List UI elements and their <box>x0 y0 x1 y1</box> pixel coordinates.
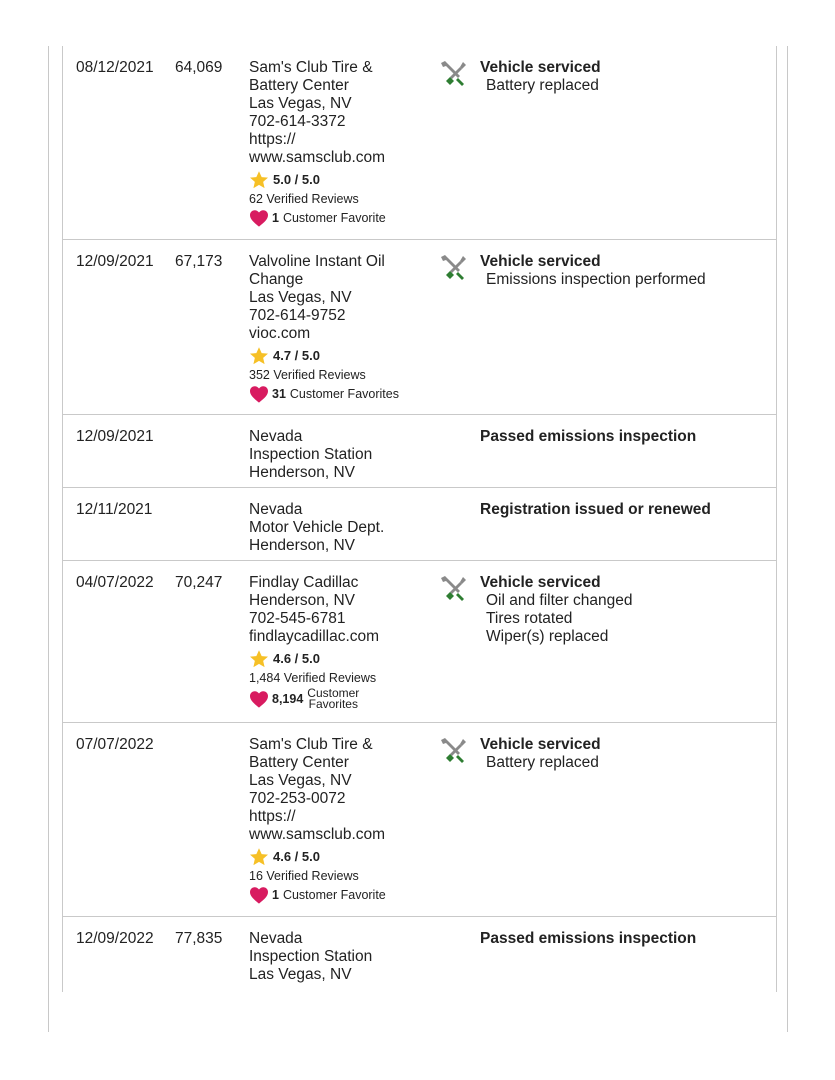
rating <box>249 347 449 365</box>
date-cell: 12/09/2022 <box>76 930 154 947</box>
favorites <box>249 886 449 904</box>
heart-icon <box>249 385 269 403</box>
date-cell: 08/12/2021 <box>76 59 154 76</box>
event-title: Vehicle serviced <box>480 574 601 591</box>
source-phone: 702-253-0072 <box>249 790 346 807</box>
source-website[interactable]: https:// <box>249 131 296 148</box>
source-website[interactable]: www.samsclub.com <box>249 826 386 843</box>
date-cell: 12/11/2021 <box>76 501 153 518</box>
source-name: Valvoline Instant Oil <box>249 253 385 270</box>
star-icon <box>249 847 269 867</box>
favorites-label-line: Favorites <box>308 697 358 711</box>
source-phone: 702-614-3372 <box>249 113 346 130</box>
source-website[interactable]: vioc.com <box>249 325 311 342</box>
event-title: Vehicle serviced <box>480 59 601 76</box>
rating-value: 4.7 / 5.0 <box>273 348 320 363</box>
source-location: Las Vegas, NV <box>249 966 352 983</box>
source-name: Battery Center <box>249 754 349 771</box>
favorites-count: 8,194 <box>272 692 304 706</box>
event-detail: Battery replaced <box>486 77 599 94</box>
reviews-count[interactable]: 16 Verified Reviews <box>249 869 359 883</box>
heart-icon <box>249 886 269 904</box>
odometer-cell: 64,069 <box>175 59 223 76</box>
favorites-label: Customer Favorites <box>289 387 399 401</box>
detail-cell <box>480 574 770 646</box>
event-detail: Tires rotated <box>486 610 573 627</box>
event-detail: Battery replaced <box>486 754 599 771</box>
source-location: Henderson, NV <box>249 537 355 554</box>
favorites-count: 1 <box>272 211 279 225</box>
wrench-screwdriver-icon <box>438 736 468 764</box>
odometer-cell: 77,835 <box>175 930 223 947</box>
date-cell: 12/09/2021 <box>76 253 154 270</box>
source-cell <box>249 428 449 482</box>
source-location: Las Vegas, NV <box>249 289 352 306</box>
source-cell <box>249 59 449 227</box>
source-name: Nevada <box>249 930 303 947</box>
heart-icon <box>249 209 269 227</box>
reviews-count[interactable]: 62 Verified Reviews <box>249 192 359 206</box>
source-name: Motor Vehicle Dept. <box>249 519 385 536</box>
source-name: Battery Center <box>249 77 349 94</box>
favorites-label <box>307 688 359 710</box>
event-title: Vehicle serviced <box>480 736 601 753</box>
favorites-count: 1 <box>272 888 279 902</box>
favorites <box>249 385 449 403</box>
favorites-label: Customer Favorite <box>282 888 386 902</box>
detail-cell <box>480 428 770 446</box>
odometer-cell: 70,247 <box>175 574 223 591</box>
event-title: Vehicle serviced <box>480 253 601 270</box>
table-row <box>63 561 776 723</box>
detail-cell <box>480 930 770 948</box>
event-detail: Oil and filter changed <box>486 592 633 609</box>
odometer-cell: 67,173 <box>175 253 223 270</box>
source-cell <box>249 930 449 984</box>
source-website[interactable]: www.samsclub.com <box>249 149 386 166</box>
source-location: Las Vegas, NV <box>249 772 352 789</box>
detail-cell <box>480 736 770 772</box>
source-website[interactable]: findlaycadillac.com <box>249 628 380 645</box>
favorites-label: Customer Favorite <box>282 211 386 225</box>
star-icon <box>249 346 269 366</box>
rating <box>249 848 449 866</box>
source-location: Las Vegas, NV <box>249 95 352 112</box>
source-name: Findlay Cadillac <box>249 574 359 591</box>
favorites <box>249 688 449 710</box>
source-name: Sam's Club Tire & <box>249 59 373 76</box>
wrench-screwdriver-icon <box>438 574 468 602</box>
date-cell: 07/07/2022 <box>76 736 154 753</box>
detail-cell <box>480 253 770 289</box>
event-detail: Wiper(s) replaced <box>486 628 609 645</box>
table-row <box>63 723 776 917</box>
source-name: Nevada <box>249 428 303 445</box>
event-title: Passed emissions inspection <box>480 930 697 947</box>
source-name: Inspection Station <box>249 446 373 463</box>
reviews-count[interactable]: 352 Verified Reviews <box>249 368 366 382</box>
source-cell <box>249 736 449 904</box>
favorites <box>249 209 449 227</box>
event-detail: Emissions inspection performed <box>486 271 706 288</box>
heart-icon <box>249 690 269 708</box>
star-icon <box>249 170 269 190</box>
rating-value: 4.6 / 5.0 <box>273 849 320 864</box>
table-row <box>63 46 776 240</box>
source-name: Nevada <box>249 501 303 518</box>
history-table <box>62 46 777 992</box>
rating-value: 5.0 / 5.0 <box>273 172 320 187</box>
detail-cell <box>480 59 770 95</box>
event-title: Passed emissions inspection <box>480 428 697 445</box>
star-icon <box>249 649 269 669</box>
rating <box>249 650 449 668</box>
detail-cell <box>480 501 770 519</box>
date-cell: 12/09/2021 <box>76 428 154 445</box>
wrench-screwdriver-icon <box>438 59 468 87</box>
source-cell <box>249 501 449 555</box>
favorites-count: 31 <box>272 387 286 401</box>
event-title: Registration issued or renewed <box>480 501 711 518</box>
source-phone: 702-614-9752 <box>249 307 346 324</box>
source-name: Inspection Station <box>249 948 373 965</box>
source-name: Change <box>249 271 304 288</box>
source-phone: 702-545-6781 <box>249 610 346 627</box>
source-website[interactable]: https:// <box>249 808 296 825</box>
rating-value: 4.6 / 5.0 <box>273 651 320 666</box>
table-row <box>63 415 776 488</box>
date-cell: 04/07/2022 <box>76 574 154 591</box>
favorites-label-line: Customer <box>307 686 360 700</box>
source-name: Sam's Club Tire & <box>249 736 373 753</box>
source-location: Henderson, NV <box>249 592 355 609</box>
rating <box>249 171 449 189</box>
table-row <box>63 917 776 992</box>
table-row <box>63 240 776 415</box>
source-location: Henderson, NV <box>249 464 355 481</box>
reviews-count[interactable]: 1,484 Verified Reviews <box>249 671 377 685</box>
source-cell <box>249 574 449 710</box>
table-row <box>63 488 776 561</box>
source-cell <box>249 253 449 403</box>
wrench-screwdriver-icon <box>438 253 468 281</box>
